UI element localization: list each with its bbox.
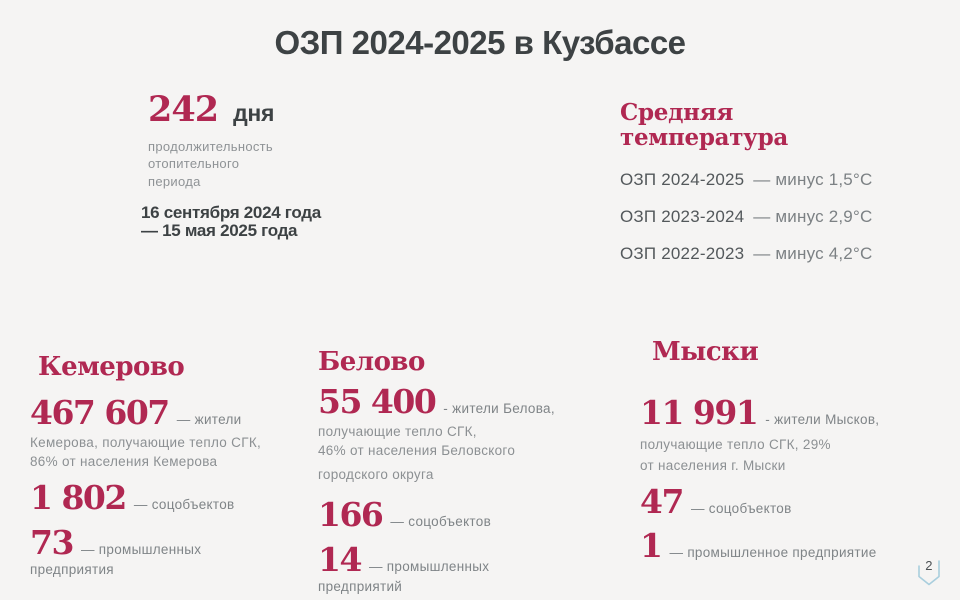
- residents-description: [640, 435, 922, 476]
- residents-value: 55 400: [318, 382, 436, 422]
- residents-description-line: 46% от населения Беловского: [318, 442, 516, 458]
- temperature-value: — минус 2,9°С: [753, 206, 873, 226]
- social-objects-stat: [318, 494, 570, 534]
- industry-label: — промышленных предприятия: [30, 541, 202, 577]
- residents-description: [30, 434, 265, 471]
- social-objects-label: — соцобъектов: [133, 497, 235, 513]
- industry-value: 1: [640, 525, 662, 565]
- residents-stat: [640, 395, 922, 431]
- industry-label: — промышленных предприятий: [318, 558, 490, 595]
- residents-value: 11 991: [640, 393, 758, 433]
- social-objects-value: 47: [640, 481, 683, 521]
- duration-caption-line: продолжительность: [148, 138, 273, 154]
- city-name: Белово: [318, 347, 425, 377]
- duration-caption-line: отопительного: [148, 156, 240, 172]
- residents-label: - жители Белова,: [443, 401, 555, 417]
- city-block-kemerovo: [30, 352, 265, 580]
- industry-stat: [318, 539, 570, 597]
- duration-days-unit: дня: [233, 100, 275, 126]
- date-start: 16 сентября 2024 года: [141, 202, 321, 222]
- industry-value: 14: [318, 539, 361, 579]
- industry-stat: [30, 522, 265, 580]
- residents-description: [318, 423, 570, 484]
- residents-description-line: Кемерова, получающие тепло СГК,: [30, 435, 262, 451]
- temperature-value: — минус 4,2°С: [753, 243, 873, 263]
- duration-caption-line: периода: [148, 174, 201, 190]
- city-name: Кемерово: [38, 352, 185, 382]
- duration-days-value: 242: [148, 89, 219, 130]
- temperature-period: ОЗП 2023-2024: [620, 206, 745, 226]
- duration-headline: [148, 89, 408, 130]
- residents-description-line: от населения г. Мыски: [640, 458, 786, 473]
- residents-description-line: 86% от населения Кемерова: [30, 453, 218, 469]
- temperature-period: ОЗП 2024-2025: [620, 169, 745, 189]
- residents-description-line: городского округа: [318, 467, 434, 483]
- residents-description-line: получающие тепло СГК,: [318, 424, 477, 440]
- date-end: — 15 мая 2025 года: [141, 221, 298, 241]
- page-number: 2: [925, 558, 933, 573]
- city-block-myski: [640, 337, 922, 564]
- average-temperature-block: [620, 100, 900, 264]
- heating-duration-block: [141, 89, 408, 241]
- industry-stat: [640, 525, 922, 565]
- duration-caption: [148, 138, 408, 191]
- residents-stat: [318, 384, 570, 420]
- temperature-row: [620, 207, 900, 227]
- temperature-value: — минус 1,5°С: [753, 169, 873, 189]
- residents-label: - жители Мысков,: [765, 412, 880, 428]
- city-name: Мыски: [652, 337, 759, 367]
- temperature-period: ОЗП 2022-2023: [620, 243, 745, 263]
- temperature-title: Средняя температура: [620, 99, 788, 152]
- temperature-row: [620, 170, 900, 190]
- residents-value: 467 607: [30, 393, 169, 433]
- page-title: ОЗП 2024-2025 в Кузбассе: [274, 24, 686, 61]
- residents-description-line: получающие тепло СГК, 29%: [640, 437, 831, 453]
- social-objects-label: — соцобъектов: [390, 513, 492, 529]
- temperature-row: [620, 244, 900, 264]
- industry-label: — промышленное предприятие: [669, 544, 877, 560]
- social-objects-value: 166: [318, 494, 383, 534]
- residents-label: — жители: [176, 412, 242, 428]
- social-objects-stat: [640, 481, 922, 521]
- residents-stat: [30, 395, 265, 431]
- heating-period-dates: [141, 204, 408, 241]
- social-objects-label: — соцобъектов: [690, 500, 792, 516]
- industry-value: 73: [30, 522, 73, 562]
- social-objects-value: 1 802: [30, 478, 126, 518]
- social-objects-stat: [30, 480, 265, 516]
- page-number-badge: [915, 555, 943, 589]
- city-block-belovo: [318, 347, 570, 597]
